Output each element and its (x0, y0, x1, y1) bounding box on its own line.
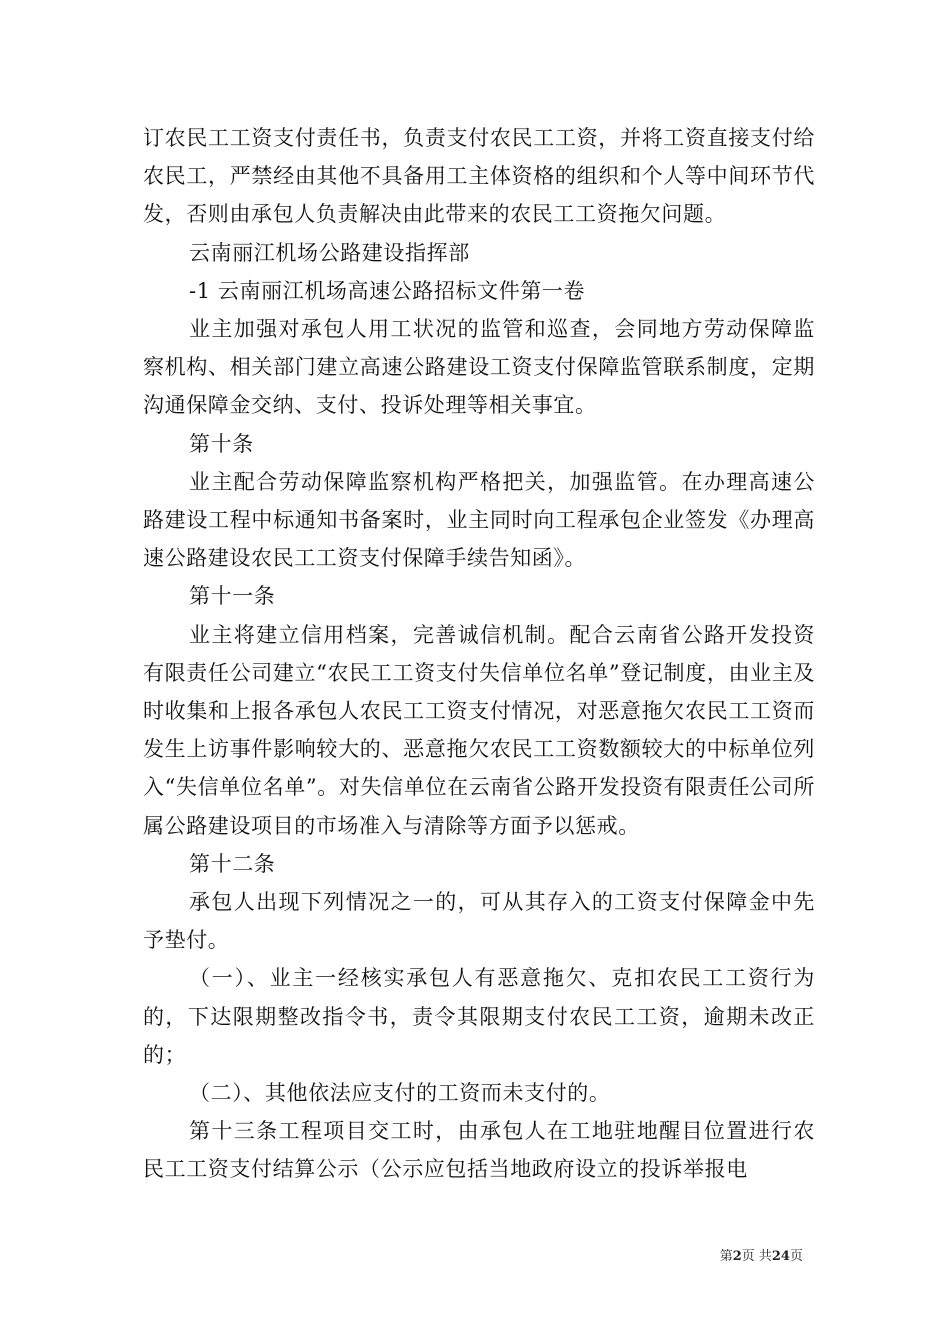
paragraph-item-1: （一）、业主一经核实承包人有恶意拖欠、克扣农民工工资行为的，下达限期整改指令书，责令其限期支付农民工工资，逾期未改正的； (143, 966, 815, 1067)
paragraph-article-13: 第十三条工程项目交工时，由承包人在工地驻地醒目位置进行农民工工资支付结算公示（公示应包括当地政府设立的投诉举报电 (143, 1119, 815, 1182)
footer-suffix: 页 (789, 1249, 803, 1264)
paragraph-item-2: （二）、其他依法应支付的工资而未支付的。 (189, 1081, 611, 1106)
paragraph-supervision: 业主加强对承包人用工状况的监管和巡查，会同地方劳动保障监察机构、相关部门建立高速公路建设工资支付保障监管联系制度，定期沟通保障金交纳、支付、投诉处理等相关事宜。 (143, 317, 815, 418)
article-heading-12: 第十二条 (189, 851, 276, 876)
article-heading-10: 第十条 (189, 431, 254, 456)
paragraph-article-10: 业主配合劳动保障监察机构严格把关，加强监管。在办理高速公路建设工程中标通知书备案时，业主同时向工程承包企业签发《办理高速公路建设农民工工资支付保障手续告知函》。 (143, 469, 815, 571)
paragraph-document-ref: -1 云南丽江机场高速公路招标文件第一卷 (189, 278, 586, 303)
total-page-number: 24 (771, 1249, 790, 1264)
paragraph-article-11: 业主将建立信用档案，完善诚信机制。配合云南省公路开发投资有限责任公司建立“农民工工资支付失信单位名单”登记制度，由业主及时收集和上报各承包人农民工工资支付情况，对恶意拖欠农民工工资而发生上访事件影响较大的、恶意拖欠农民工工资数额较大的中标单位列入“失信单位名单”。对失信单位在云南省公路开发投资有限责任公司所属公路建设项目的市场准入与清除等方面予以惩戒。 (143, 622, 815, 838)
body-text (143, 119, 815, 1189)
paragraph-wage-responsibility: 订农民工工资支付责任书，负责支付农民工工资，并将工资直接支付给农民工，严禁经由其他不具备用工主体资格的组织和个人等中间环节代发，否则由承包人负责解决由此带来的农民工工资拖欠问题。 (143, 126, 815, 227)
footer-prefix: 第 (719, 1249, 733, 1264)
page-footer (0, 1249, 803, 1265)
article-heading-11: 第十一条 (189, 584, 276, 609)
current-page-number: 2 (732, 1249, 742, 1264)
paragraph-article-12: 承包人出现下列情况之一的，可从其存入的工资支付保障金中先予垫付。 (143, 890, 815, 953)
paragraph-issuer: 云南丽江机场公路建设指挥部 (189, 240, 470, 265)
footer-middle: 页 共 (741, 1249, 772, 1264)
